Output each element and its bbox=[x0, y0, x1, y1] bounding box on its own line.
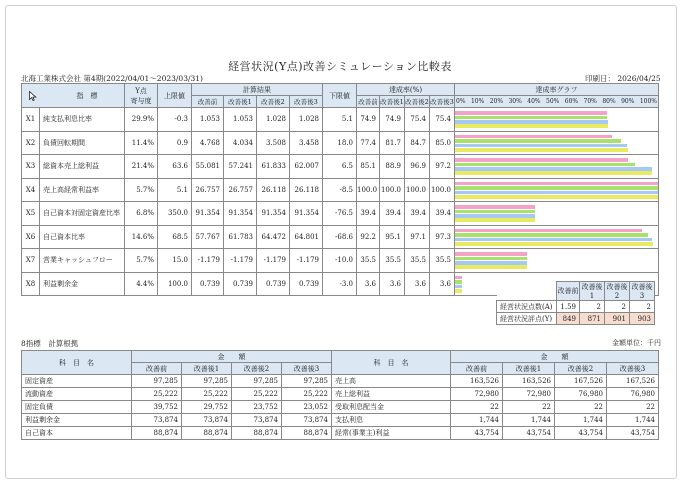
basis-amount: 25,222 bbox=[282, 388, 332, 401]
indicator-row bbox=[22, 202, 659, 226]
score-a-value: 2 bbox=[580, 301, 605, 313]
contrib-value: 11.4% bbox=[125, 131, 158, 155]
achievement-bar bbox=[455, 205, 535, 209]
calc-value: 26.118 bbox=[257, 178, 290, 202]
rate-value: 39.4 bbox=[430, 202, 455, 226]
basis-amount: 43,754 bbox=[555, 427, 607, 440]
indicator-code: X8 bbox=[22, 272, 40, 296]
achievement-bar bbox=[455, 252, 527, 256]
rate-value: 3.6 bbox=[357, 272, 380, 296]
summary-corner bbox=[497, 282, 557, 301]
achievement-bar bbox=[455, 135, 612, 139]
indicator-name: 売上高経常利益率 bbox=[40, 178, 125, 202]
basis-row bbox=[22, 427, 659, 440]
indicator-name: 総資本売上総利益 bbox=[40, 155, 125, 179]
achievement-bar bbox=[455, 191, 658, 195]
basis-amount: 1,744 bbox=[555, 414, 607, 427]
basis-amount: 39,752 bbox=[132, 401, 182, 414]
rate-value: 74.9 bbox=[357, 108, 380, 132]
upper-value: 63.6 bbox=[158, 155, 192, 179]
calc-value: -1.179 bbox=[290, 249, 323, 273]
indicator-code: X5 bbox=[22, 202, 40, 226]
indicator-table bbox=[21, 83, 659, 296]
calc-value: 0.739 bbox=[224, 272, 257, 296]
basis-amount: 167,526 bbox=[607, 375, 659, 388]
rate-value: 100.0 bbox=[405, 178, 430, 202]
lower-value: -68.6 bbox=[323, 225, 357, 249]
calc-value: 26.118 bbox=[290, 178, 323, 202]
achievement-bar bbox=[455, 158, 628, 162]
indicator-code: X3 bbox=[22, 155, 40, 179]
indicator-name: 営業キャッシュフロー bbox=[40, 249, 125, 273]
basis-amount: 72,980 bbox=[451, 388, 503, 401]
indicator-code: X4 bbox=[22, 178, 40, 202]
basis-item: 受取利息配当金 bbox=[332, 401, 451, 414]
rate-value: 88.9 bbox=[380, 155, 405, 179]
rate-value: 39.4 bbox=[357, 202, 380, 226]
calc-value: 26.757 bbox=[192, 178, 224, 202]
rate-value: 84.7 bbox=[405, 131, 430, 155]
upper-value: 0.9 bbox=[158, 131, 192, 155]
achievement-bar bbox=[455, 148, 628, 152]
basis-amount: 22 bbox=[503, 401, 555, 414]
basis-amount: 22 bbox=[451, 401, 503, 414]
achievement-graph bbox=[455, 131, 659, 155]
basis-col: 改善後2 bbox=[555, 363, 607, 375]
basis-amount: 43,754 bbox=[607, 427, 659, 440]
rate-value: 100.0 bbox=[430, 178, 455, 202]
basis-amount: 29,752 bbox=[182, 401, 232, 414]
indicator-name: 利益剰余金 bbox=[40, 272, 125, 296]
contrib-value: 6.8% bbox=[125, 202, 158, 226]
basis-amount: 97,285 bbox=[232, 375, 282, 388]
rate-value: 97.2 bbox=[430, 155, 455, 179]
basis-col: 改善前 bbox=[132, 363, 182, 375]
amount-unit: 金額単位：千円 bbox=[612, 339, 661, 347]
achievement-graph bbox=[455, 249, 659, 273]
basis-amount: 76,980 bbox=[607, 388, 659, 401]
calc-value: 91.354 bbox=[257, 202, 290, 226]
rate-value: 100.0 bbox=[380, 178, 405, 202]
basis-amount: 97,285 bbox=[132, 375, 182, 388]
basis-amount: 43,754 bbox=[451, 427, 503, 440]
graph-axis bbox=[455, 96, 659, 108]
rate-value: 95.1 bbox=[380, 225, 405, 249]
indicator-row bbox=[22, 131, 659, 155]
basis-amount: 1,744 bbox=[451, 414, 503, 427]
score-summary-table bbox=[496, 281, 655, 325]
achievement-graph bbox=[455, 202, 659, 226]
basis-item: 支払利息 bbox=[332, 414, 451, 427]
basis-amount: 76,980 bbox=[555, 388, 607, 401]
basis-amount: 163,526 bbox=[503, 375, 555, 388]
achievement-bar bbox=[455, 285, 462, 289]
calc-col: 改善後3 bbox=[290, 96, 323, 108]
calc-value: 64.472 bbox=[257, 225, 290, 249]
summary-col: 改善後3 bbox=[631, 283, 653, 300]
basis-amount: 97,285 bbox=[182, 375, 232, 388]
basis-col: 改善後2 bbox=[232, 363, 282, 375]
calc-value: 61.833 bbox=[257, 155, 290, 179]
rate-value: 97.1 bbox=[405, 225, 430, 249]
rate-value: 74.9 bbox=[380, 108, 405, 132]
basis-amount-header: 金 額 bbox=[132, 351, 332, 363]
achievement-bar bbox=[455, 167, 652, 171]
score-a-value: 2 bbox=[605, 301, 630, 313]
achieve-col: 改善後2 bbox=[405, 96, 430, 108]
calc-col: 改善前 bbox=[192, 96, 224, 108]
rate-value: 81.7 bbox=[380, 131, 405, 155]
axis-tick: 90% bbox=[621, 98, 635, 105]
upper-value: 100.0 bbox=[158, 272, 192, 296]
basis-row bbox=[22, 414, 659, 427]
basis-amount-header: 金 額 bbox=[451, 351, 659, 363]
achievement-bar bbox=[455, 238, 652, 242]
axis-tick: 80% bbox=[602, 98, 616, 105]
contrib-value: 5.7% bbox=[125, 249, 158, 273]
lower-value: -3.0 bbox=[323, 272, 357, 296]
calc-value: -1.179 bbox=[224, 249, 257, 273]
calc-value: 4.034 bbox=[224, 131, 257, 155]
achievement-bar bbox=[455, 242, 653, 246]
achievement-bar bbox=[455, 233, 648, 237]
achieve-col: 改善後1 bbox=[380, 96, 405, 108]
axis-tick: 0% bbox=[456, 98, 466, 105]
calc-value: 1.028 bbox=[257, 108, 290, 132]
basis-amount: 73,874 bbox=[282, 414, 332, 427]
calc-value: 64.801 bbox=[290, 225, 323, 249]
basis-row bbox=[22, 388, 659, 401]
summary-col: 改善後1 bbox=[581, 283, 603, 300]
calc-value: 0.739 bbox=[290, 272, 323, 296]
rate-value: 3.6 bbox=[430, 272, 455, 296]
score-y-value: 903 bbox=[630, 313, 655, 325]
basis-amount: 25,222 bbox=[182, 388, 232, 401]
basis-col: 改善後3 bbox=[282, 363, 332, 375]
achievement-bar bbox=[455, 116, 607, 120]
calc-value: 61.783 bbox=[224, 225, 257, 249]
indicator-row bbox=[22, 178, 659, 202]
cursor-icon bbox=[29, 91, 37, 101]
basis-amount: 23,052 bbox=[282, 401, 332, 414]
basis-col: 改善後1 bbox=[182, 363, 232, 375]
basis-item: 売上高 bbox=[332, 375, 451, 388]
achieve-col: 改善前 bbox=[357, 96, 380, 108]
basis-item: 固定負債 bbox=[22, 401, 132, 414]
rate-value: 3.6 bbox=[380, 272, 405, 296]
calc-value: 1.053 bbox=[224, 108, 257, 132]
rate-value: 77.4 bbox=[357, 131, 380, 155]
axis-tick: 70% bbox=[583, 98, 597, 105]
calc-value: 91.354 bbox=[192, 202, 224, 226]
score-y-value: 871 bbox=[580, 313, 605, 325]
rate-value: 39.4 bbox=[405, 202, 430, 226]
contrib-header: Y点 寄与度 bbox=[125, 84, 158, 108]
basis-item: 売上総利益 bbox=[332, 388, 451, 401]
rate-value: 35.5 bbox=[405, 249, 430, 273]
basis-item: 自己資本 bbox=[22, 427, 132, 440]
calc-value: 0.739 bbox=[257, 272, 290, 296]
achievement-bar bbox=[455, 144, 627, 148]
basis-item: 流動資産 bbox=[22, 388, 132, 401]
lower-value: 5.1 bbox=[323, 108, 357, 132]
rate-value: 85.0 bbox=[430, 131, 455, 155]
basis-amount: 88,874 bbox=[132, 427, 182, 440]
print-date: 印刷日： 2026/04/25 bbox=[585, 74, 661, 83]
indicator-code: X1 bbox=[22, 108, 40, 132]
lower-value: 6.5 bbox=[323, 155, 357, 179]
upper-header: 上限値 bbox=[158, 84, 192, 108]
achievement-bar bbox=[455, 186, 658, 190]
rate-value: 75.4 bbox=[405, 108, 430, 132]
contrib-value: 21.4% bbox=[125, 155, 158, 179]
upper-value: 5.1 bbox=[158, 178, 192, 202]
calc-value: 0.739 bbox=[192, 272, 224, 296]
axis-tick: 30% bbox=[508, 98, 522, 105]
calc-value: 91.354 bbox=[290, 202, 323, 226]
indicator-name: 自己資本対固定資産比率 bbox=[40, 202, 125, 226]
basis-amount: 22 bbox=[555, 401, 607, 414]
score-a-label: 経営状況点数(A) bbox=[497, 301, 557, 313]
rate-value: 100.0 bbox=[357, 178, 380, 202]
calc-value: -1.179 bbox=[257, 249, 290, 273]
achieve-header: 達成率(%) bbox=[357, 84, 455, 96]
upper-value: -0.3 bbox=[158, 108, 192, 132]
indicator-header: 指 標 bbox=[22, 84, 125, 108]
contrib-value: 5.7% bbox=[125, 178, 158, 202]
achievement-bar bbox=[455, 111, 607, 115]
basis-row bbox=[22, 401, 659, 414]
basis-amount: 73,874 bbox=[132, 414, 182, 427]
calc-col: 改善後1 bbox=[224, 96, 257, 108]
calc-value: -1.179 bbox=[192, 249, 224, 273]
achievement-bar bbox=[455, 182, 658, 186]
basis-amount: 73,874 bbox=[232, 414, 282, 427]
calc-value: 26.757 bbox=[224, 178, 257, 202]
axis-tick: 40% bbox=[527, 98, 541, 105]
achievement-graph bbox=[455, 225, 659, 249]
basis-amount: 88,874 bbox=[282, 427, 332, 440]
achievement-bar bbox=[455, 214, 535, 218]
company-period: 北海工業株式会社 第4期(2022/04/01〜2023/03/31) bbox=[21, 74, 203, 83]
basis-item-header: 科 目 名 bbox=[22, 351, 132, 375]
basis-amount: 73,874 bbox=[182, 414, 232, 427]
calc-header: 計算結果 bbox=[192, 84, 323, 96]
basis-title: 8指標 計算根拠 bbox=[21, 339, 79, 348]
basis-amount: 167,526 bbox=[555, 375, 607, 388]
achievement-bar bbox=[455, 124, 608, 128]
achievement-bar bbox=[455, 257, 527, 261]
indicator-code: X2 bbox=[22, 131, 40, 155]
achievement-bar bbox=[455, 289, 462, 293]
basis-amount: 88,874 bbox=[182, 427, 232, 440]
basis-col: 改善後1 bbox=[503, 363, 555, 375]
basis-amount: 43,754 bbox=[503, 427, 555, 440]
lower-value: -10.0 bbox=[323, 249, 357, 273]
basis-amount: 88,874 bbox=[232, 427, 282, 440]
rate-value: 96.9 bbox=[405, 155, 430, 179]
contrib-value: 14.6% bbox=[125, 225, 158, 249]
achieve-col: 改善後3 bbox=[430, 96, 455, 108]
upper-value: 68.5 bbox=[158, 225, 192, 249]
basis-amount: 22 bbox=[607, 401, 659, 414]
calc-value: 57.767 bbox=[192, 225, 224, 249]
calc-value: 62.007 bbox=[290, 155, 323, 179]
score-y-value: 849 bbox=[557, 313, 580, 325]
indicator-name: 自己資本比率 bbox=[40, 225, 125, 249]
basis-item: 固定資産 bbox=[22, 375, 132, 388]
axis-tick: 100% bbox=[639, 98, 657, 105]
axis-tick: 60% bbox=[564, 98, 579, 105]
basis-amount: 1,744 bbox=[503, 414, 555, 427]
calc-value: 4.768 bbox=[192, 131, 224, 155]
lower-value: -8.5 bbox=[323, 178, 357, 202]
achievement-bar bbox=[455, 171, 652, 175]
basis-amount: 1,744 bbox=[607, 414, 659, 427]
upper-value: 350.0 bbox=[158, 202, 192, 226]
rate-value: 35.5 bbox=[357, 249, 380, 273]
lower-value: -76.5 bbox=[323, 202, 357, 226]
axis-tick: 50% bbox=[546, 98, 560, 105]
upper-value: 15.0 bbox=[158, 249, 192, 273]
indicator-code: X7 bbox=[22, 249, 40, 273]
basis-item-header: 科 目 名 bbox=[332, 351, 451, 375]
report-title: 経営状況(Y点)改善シミュレーション比較表 bbox=[228, 60, 452, 73]
calc-value: 3.458 bbox=[290, 131, 323, 155]
indicator-row bbox=[22, 108, 659, 132]
score-y-label: 経営状況評点(Y) bbox=[497, 313, 557, 325]
rate-value: 39.4 bbox=[380, 202, 405, 226]
achievement-graph bbox=[455, 155, 659, 179]
achievement-bar bbox=[455, 139, 621, 143]
summary-col: 改善前 bbox=[557, 282, 580, 301]
basis-amount: 163,526 bbox=[451, 375, 503, 388]
rate-value: 75.4 bbox=[430, 108, 455, 132]
axis-tick: 20% bbox=[489, 98, 504, 105]
basis-amount: 25,222 bbox=[132, 388, 182, 401]
rate-value: 92.2 bbox=[357, 225, 380, 249]
basis-amount: 23,752 bbox=[232, 401, 282, 414]
basis-item: 利益剰余金 bbox=[22, 414, 132, 427]
calc-value: 1.053 bbox=[192, 108, 224, 132]
rate-value: 3.6 bbox=[405, 272, 430, 296]
achievement-bar bbox=[455, 163, 635, 167]
rate-value: 85.1 bbox=[357, 155, 380, 179]
basis-amount: 97,285 bbox=[282, 375, 332, 388]
achievement-bar bbox=[455, 229, 642, 233]
basis-table bbox=[21, 350, 659, 440]
basis-col: 改善後3 bbox=[607, 363, 659, 375]
rate-value: 35.5 bbox=[430, 249, 455, 273]
calc-col: 改善後2 bbox=[257, 96, 290, 108]
graph-header: 達成率グラフ bbox=[455, 84, 659, 96]
contrib-value: 4.4% bbox=[125, 272, 158, 296]
calc-value: 3.508 bbox=[257, 131, 290, 155]
achievement-bar bbox=[455, 218, 535, 222]
summary-col: 改善後2 bbox=[606, 283, 628, 300]
indicator-row bbox=[22, 225, 659, 249]
achievement-bar bbox=[455, 261, 527, 265]
calc-value: 55.081 bbox=[192, 155, 224, 179]
score-y-value: 901 bbox=[605, 313, 630, 325]
achievement-bar bbox=[455, 195, 658, 199]
indicator-name: 負債回転期間 bbox=[40, 131, 125, 155]
basis-item: 経常(事業主)利益 bbox=[332, 427, 451, 440]
basis-amount: 72,980 bbox=[503, 388, 555, 401]
achievement-graph bbox=[455, 108, 659, 132]
indicator-code: X6 bbox=[22, 225, 40, 249]
axis-tick: 10% bbox=[470, 98, 485, 105]
calc-value: 57.241 bbox=[224, 155, 257, 179]
indicator-row bbox=[22, 249, 659, 273]
calc-value: 91.354 bbox=[224, 202, 257, 226]
lower-header: 下限値 bbox=[323, 84, 357, 108]
achievement-bar bbox=[455, 265, 527, 269]
score-a-value: 2 bbox=[630, 301, 655, 313]
achievement-bar bbox=[455, 210, 535, 214]
contrib-value: 29.9% bbox=[125, 108, 158, 132]
rate-value: 35.5 bbox=[380, 249, 405, 273]
indicator-name: 純支払利息比率 bbox=[40, 108, 125, 132]
score-a-value: 1.59 bbox=[557, 301, 580, 313]
basis-row bbox=[22, 375, 659, 388]
achievement-bar bbox=[455, 120, 608, 124]
achievement-bar bbox=[455, 280, 462, 284]
lower-value: 18.0 bbox=[323, 131, 357, 155]
rate-value: 97.3 bbox=[430, 225, 455, 249]
calc-value: 1.028 bbox=[290, 108, 323, 132]
indicator-row bbox=[22, 155, 659, 179]
basis-col: 改善前 bbox=[451, 363, 503, 375]
achievement-graph bbox=[455, 178, 659, 202]
basis-amount: 25,222 bbox=[232, 388, 282, 401]
achievement-bar bbox=[455, 276, 462, 280]
